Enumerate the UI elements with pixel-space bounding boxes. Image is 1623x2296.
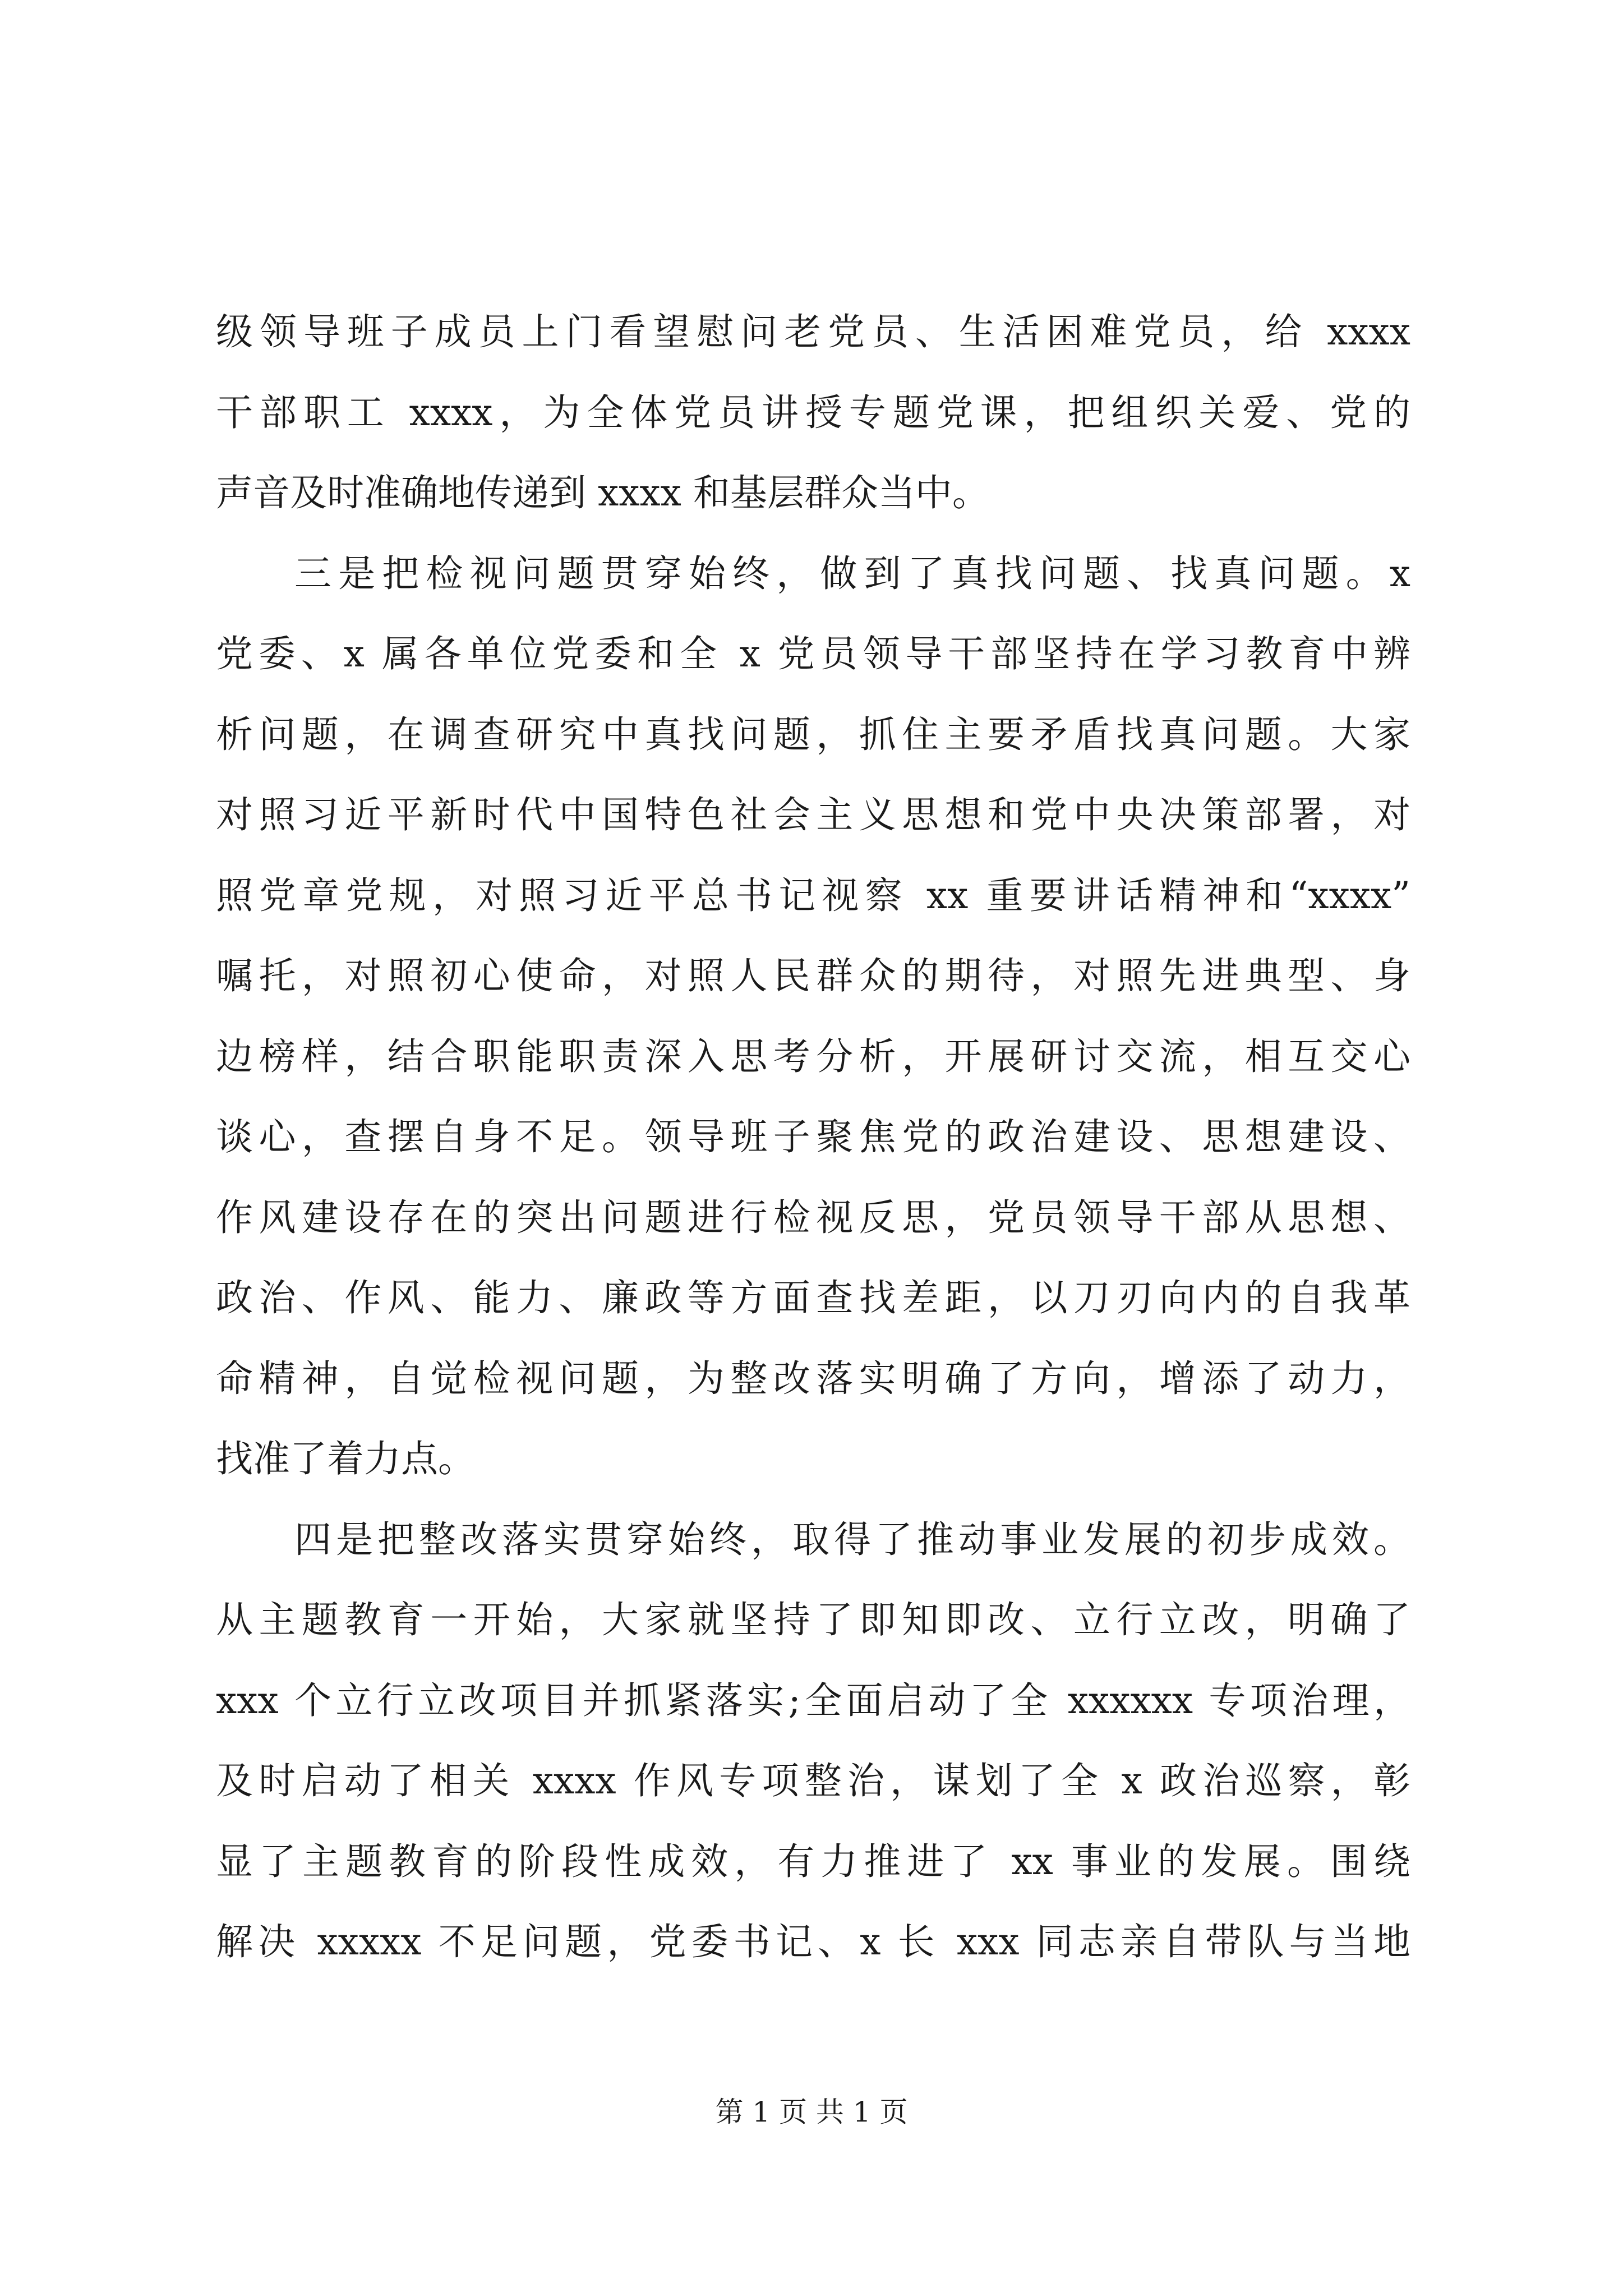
text-line: 级领导班子成员上门看望慰问老党员、生活困难党员，给 xxxx: [216, 310, 1410, 353]
text-line: 及时启动了相关 xxxx 作风专项整治，谋划了全 x 政治巡察，彰: [216, 1759, 1410, 1802]
text-line: 嘱托，对照初心使命，对照人民群众的期待，对照先进典型、身: [216, 954, 1410, 997]
text-line: 作风建设存在的突出问题进行检视反思，党员领导干部从思想、: [216, 1195, 1410, 1239]
document-body: [216, 292, 1410, 1982]
text-line: 声音及时准确地传递到 xxxx 和基层群众当中。: [216, 471, 989, 514]
text-line: 显了主题教育的阶段性成效，有力推进了 xx 事业的发展。围绕: [216, 1839, 1410, 1883]
text-line: 谈心，查摆自身不足。领导班子聚焦党的政治建设、思想建设、: [216, 1115, 1410, 1158]
text-line: xxx 个立行立改项目并抓紧落实;全面启动了全 xxxxxx 专项治理，: [216, 1678, 1410, 1722]
text-line: 党委、x 属各单位党委和全 x 党员领导干部坚持在学习教育中辨: [216, 632, 1410, 675]
text-line: 边榜样，结合职能职责深入思考分析，开展研讨交流，相互交心: [216, 1034, 1410, 1078]
text-line: 从主题教育一开始，大家就坚持了即知即改、立行立改，明确了: [216, 1598, 1410, 1641]
text-line: 干部职工 xxxx，为全体党员讲授专题党课，把组织关爱、党的: [216, 390, 1410, 434]
text-line: 找准了着力点。: [216, 1437, 475, 1480]
text-line: 解决 xxxxx 不足问题，党委书记、x 长 xxx 同志亲自带队与当地: [216, 1920, 1410, 1963]
text-line: 对照习近平新时代中国特色社会主义思想和党中央决策部署，对: [216, 793, 1410, 836]
text-line: 析问题，在调查研究中真找问题，抓住主要矛盾找真问题。大家: [216, 712, 1410, 756]
text-line: 政治、作风、能力、廉政等方面查找差距，以刀刃向内的自我革: [216, 1276, 1410, 1319]
paragraph-start-line: 四是把整改落实贯穿始终，取得了推动事业发展的初步成效。: [294, 1517, 1410, 1561]
paragraph-start-line: 三是把检视问题贯穿始终，做到了真找问题、找真问题。x: [294, 551, 1410, 595]
text-line: 照党章党规，对照习近平总书记视察 xx 重要讲话精神和“xxxx”: [216, 873, 1410, 917]
page-number-footer: 第 1 页 共 1 页: [715, 2096, 908, 2128]
text-line: 命精神，自觉检视问题，为整改落实明确了方向，增添了动力，: [216, 1356, 1410, 1400]
